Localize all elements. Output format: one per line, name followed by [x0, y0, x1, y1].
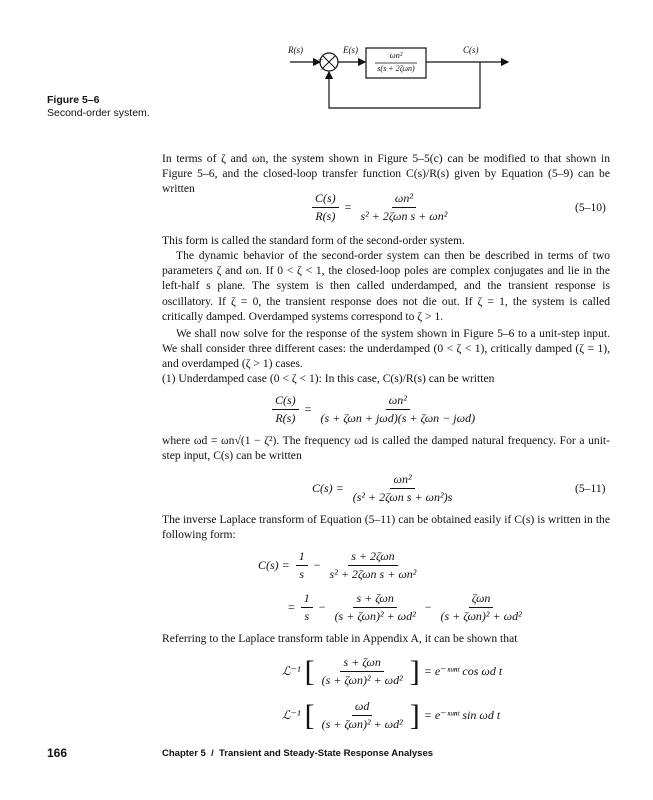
eq5-t1-den: s — [304, 609, 310, 623]
eq5-t2-num: s + ζωn — [353, 591, 396, 608]
paragraph-3: The dynamic behavior of the second-order system can then be described in terms of two parameters ζ and ωn. If 0 < ζ < 1, the closed-loop poles are complex conjugates and lie in the left-half s plane. The system is then called underdamped, and the transient response is oscillatory. If ζ = 0, the transient response does not die out. If ζ = 1, the system is called critically damped. Overdamped systems correspond to ζ > 1. — [162, 249, 610, 323]
eq4-t2-den: s² + 2ζωn s + ωn² — [329, 567, 417, 581]
eq1-den: s² + 2ζωn s + ωn² — [360, 209, 448, 223]
eq4-lhs: C(s) = — [258, 558, 290, 572]
equation-inverse-laplace-sin: ℒ⁻¹ [ $\frac{\omega d}{\text{(s + ζωn)² + ωd²}}$ ] = e⁻ᶦᵚⁿᵗ sin ωd t — [282, 698, 501, 732]
eq7-operator: ℒ⁻¹ — [282, 708, 301, 722]
eq1-lhs-den: R(s) — [315, 209, 336, 223]
eq6-den: (s + ζωn)² + ωd² — [321, 673, 403, 687]
eq7-den: (s + ζωn)² + ωd² — [321, 717, 403, 731]
block-denominator: s(s + 2ζωn) — [377, 64, 415, 73]
paragraph-1: In terms of ζ and ωn, the system shown in Figure 5–5(c) can be modified to that shown in Figure 5–6, and the closed-loop transfer function C(s)/R(s) given by Equation (5–9) can be written — [162, 152, 610, 196]
eq5-t1-num: 1 — [301, 591, 313, 608]
paragraph-2: This form is called the standard form of the second-order system. — [162, 234, 465, 247]
eq5-t3-den: (s + ζωn)² + ωd² — [440, 609, 522, 623]
equation-5-10: $\frac{C(s)}{R(s)}$ = $\frac{\text{ωn²}}{\text{s² + 2ζωn s + ωn²}}$ — [312, 191, 450, 224]
figure-title: Figure 5–6 — [47, 94, 100, 106]
sum-plus-sign: + — [318, 55, 324, 65]
equation-tag-5-10: (5–10) — [575, 201, 606, 214]
paragraph-4: We shall now solve for the response of the system shown in Figure 5–6 to a unit-step input. We shall consider three different cases: the underdamped (0 < ζ < 1), critically damped (ζ = 1), and overdamped (ζ > 1) cases. — [162, 327, 610, 371]
paragraph-7: The inverse Laplace transform of Equation (5–11) can be obtained easily if C(s) is written in the following form: — [162, 513, 610, 542]
eq6-num: s + ζωn — [340, 655, 383, 672]
eq2-num: ωn² — [386, 393, 410, 410]
running-head: Chapter 5 / Transient and Steady-State Response Analyses — [162, 748, 434, 759]
eq5-t2-den: (s + ζωn)² + ωd² — [334, 609, 416, 623]
eq1-lhs-num: C(s) — [312, 191, 339, 208]
eq7-rhs: = e⁻ᶦᵚⁿᵗ sin ωd t — [423, 708, 501, 722]
equation-tag-5-11: (5–11) — [575, 482, 606, 495]
eq2-den: (s + ζωn + jωd)(s + ζωn − jωd) — [320, 411, 476, 425]
page-number: 166 — [47, 746, 68, 760]
eq3-num: ωn² — [390, 472, 414, 489]
equation-underdamped: $\frac{C(s)}{R(s)}$ = $\frac{\text{ωn²}}{\text{(s + ζωn + jωd)(s + ζωn − jωd)}}$ — [272, 393, 478, 426]
equation-inverse-laplace-cos: ℒ⁻¹ [ $\frac{\text{s + ζωn}}{\text{(s + ζωn)² + ωd²}}$ ] = e⁻ᶦᵚⁿᵗ cos ωd t — [282, 654, 503, 688]
eq4-t1-den: s — [299, 567, 305, 581]
equation-5-11 — [312, 472, 455, 505]
eq3-den: (s² + 2ζωn s + ωn²)s — [352, 490, 453, 504]
eq3-lhs: C(s) = — [312, 481, 344, 495]
eq2-lhs-num: C(s) — [272, 393, 299, 410]
eq4-t2-num: s + 2ζωn — [348, 549, 397, 566]
input-label: R(s) — [288, 45, 303, 55]
eq5-t3-num: ζωn — [469, 591, 494, 608]
eq7-num: ωd — [352, 699, 372, 716]
equation-partial-fraction-1: C(s) = $\frac{1}{s}$ − $\frac{\text{s + 2ζωn}}{\text{s² + 2ζωn s + ωn²}}$ — [258, 549, 419, 582]
eq6-rhs: = e⁻ᶦᵚⁿᵗ cos ωd t — [423, 664, 503, 678]
equation-partial-fraction-2: = $\frac{1}{s}$ − $\frac{\text{s + ζωn}}{\text{(s + ζωn)² + ωd²}}$ − $\frac{\text{ζωn}}{\text{(s + ζωn)² + ωd²}}$ — [288, 591, 525, 624]
figure-caption: Second-order system. — [47, 107, 150, 119]
eq2-lhs-den: R(s) — [275, 411, 296, 425]
paragraph-5: (1) Underdamped case (0 < ζ < 1): In this case, C(s)/R(s) can be written — [162, 372, 495, 385]
paragraph-6: where ωd = ωn√(1 − ζ²). The frequency ωd is called the damped natural frequency. For a unit-step input, C(s) can be written — [162, 434, 610, 463]
paragraph-8: Referring to the Laplace transform table in Appendix A, it can be shown that — [162, 632, 518, 645]
sum-minus-sign: − — [320, 64, 326, 74]
eq4-t1-num: 1 — [296, 549, 308, 566]
output-label: C(s) — [463, 45, 479, 55]
eq6-operator: ℒ⁻¹ — [282, 664, 301, 678]
eq1-num: ωn² — [392, 191, 416, 208]
block-numerator: ωn² — [389, 50, 403, 60]
error-label: E(s) — [343, 45, 358, 55]
